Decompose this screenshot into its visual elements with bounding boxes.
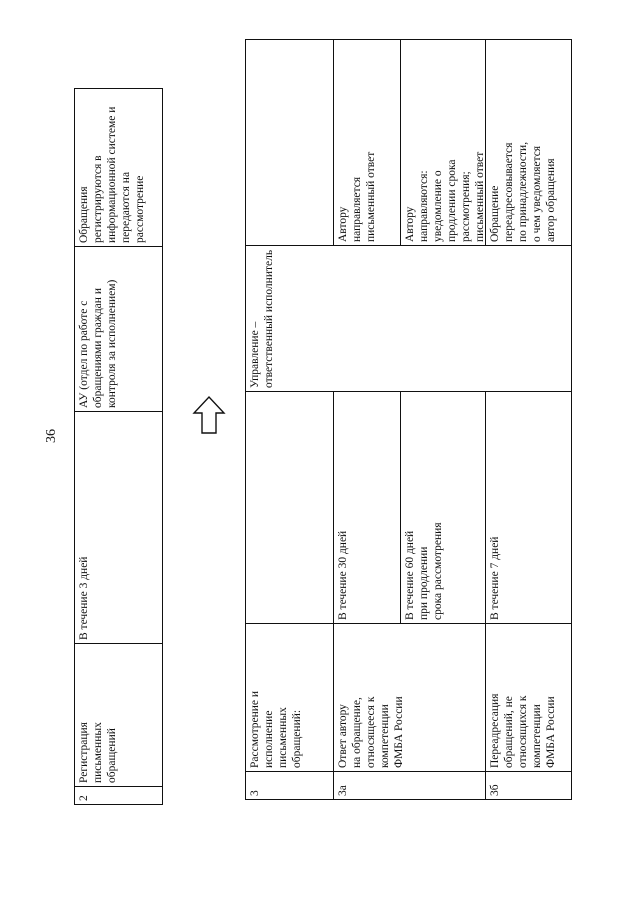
cell-term-2: В течение 3 дней <box>75 412 163 644</box>
table-row-3b <box>486 40 572 800</box>
cell-responsible-3: Управление – ответственный исполнитель <box>246 246 572 392</box>
table-review <box>245 39 572 800</box>
cell-stage-3b: Переадресация обращений, не относящихся к компетенции ФМБА России <box>486 624 572 772</box>
cell-num-3b: 3б <box>486 772 572 800</box>
cell-responsible-2: АУ (отдел по работе с обращениями граждан и контроля за исполнением) <box>75 247 163 412</box>
result-extension-notice: Автору направляются: уведомление о продлении срока рассмотрения; письменный ответ <box>404 151 486 242</box>
table-row-2 <box>75 89 163 805</box>
result-written-answer: Автору направляется письменный ответ <box>337 151 377 242</box>
cell-result-3b: Обращение переадресовывается по принадлежности, о чем уведомляется автор обращения <box>486 40 572 246</box>
cell-result-3a <box>334 40 486 246</box>
table-registration <box>74 88 163 805</box>
table-row-3a <box>334 40 486 800</box>
cell-stage-3a: Ответ автору на обращение, относящееся к компетенции ФМБА России <box>334 624 486 772</box>
table-row-3 <box>246 40 334 800</box>
cell-result-2: Обращения регистрируются в информационной системе и передаются на рассмотрение <box>75 89 163 247</box>
cell-term-3 <box>246 392 334 624</box>
cell-stage-3: Рассмотрение и исполнение письменных обращений: <box>246 624 334 772</box>
cell-num-3a: 3а <box>334 772 486 800</box>
right-arrow-icon <box>191 395 227 435</box>
cell-term-3b: В течение 7 дней <box>486 392 572 624</box>
cell-num-2: 2 <box>75 787 163 805</box>
cell-result-3 <box>246 40 334 246</box>
term-30-days: В течение 30 дней <box>337 530 349 620</box>
cell-stage-2: Регистрация письменных обращений <box>75 644 163 787</box>
page-number: 36 <box>44 429 59 443</box>
term-60-days: В течение 60 дней при продлении срока рассмотрения <box>404 522 444 620</box>
cell-term-3a <box>334 392 486 624</box>
cell-num-3: 3 <box>246 772 334 800</box>
